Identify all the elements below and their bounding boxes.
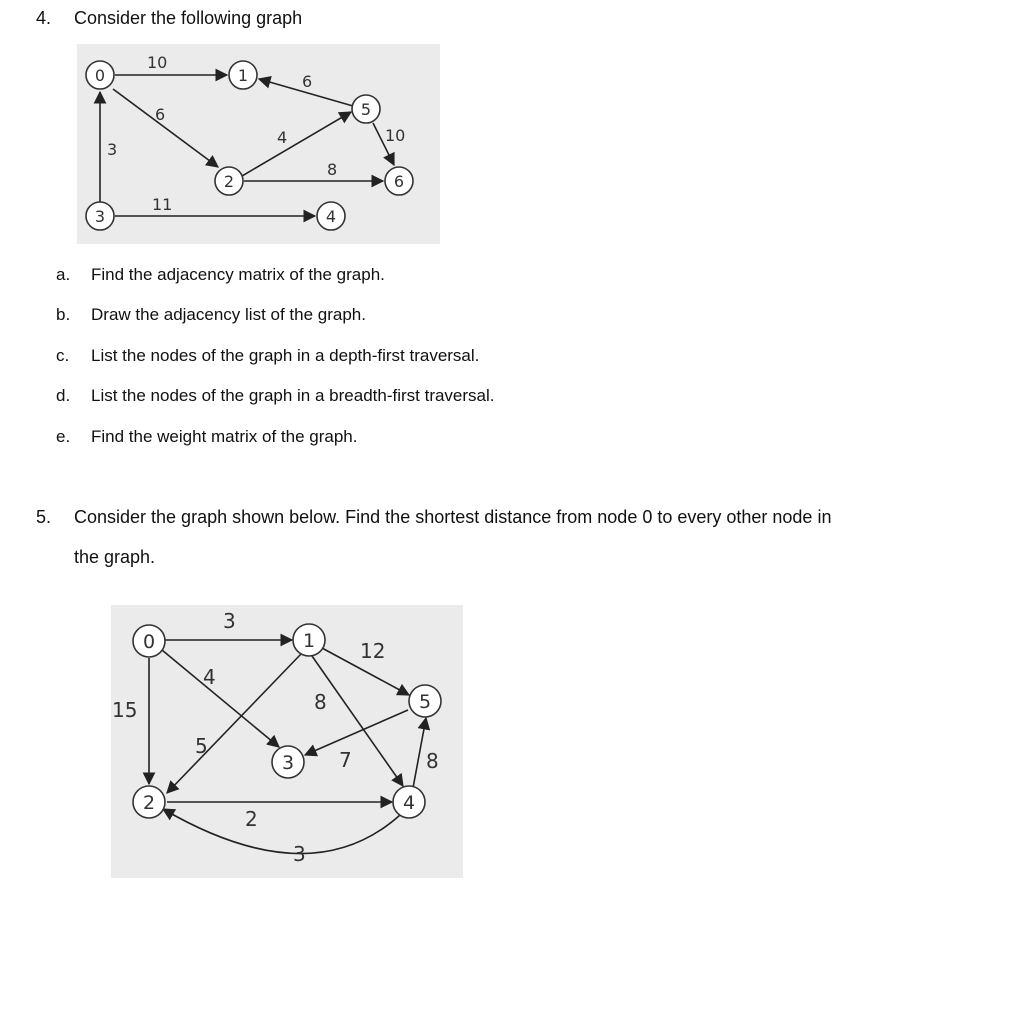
- edge-weight: 8: [426, 749, 439, 773]
- graph-node-4: [393, 786, 425, 818]
- svg-text:0: 0: [142, 631, 156, 653]
- edge-weight: 8: [314, 690, 327, 714]
- part-b-text: Draw the adjacency list of the graph.: [91, 305, 366, 324]
- graph-node-2: [215, 167, 243, 195]
- svg-text:5: 5: [360, 100, 372, 119]
- graph-q4: [77, 44, 440, 244]
- part-d-text: List the nodes of the graph in a breadth-first traversal.: [91, 386, 495, 405]
- svg-text:6: 6: [393, 172, 405, 191]
- graph-node-6: [385, 167, 413, 195]
- question-5-text-line2: the graph.: [74, 547, 156, 567]
- svg-text:3: 3: [94, 207, 106, 226]
- part-e-text: Find the weight matrix of the graph.: [91, 427, 358, 446]
- edge-1-4: [312, 656, 403, 786]
- edge-weight: 7: [339, 748, 352, 772]
- edge-weight: 3: [223, 609, 236, 633]
- edge-weight: 3: [293, 842, 306, 866]
- edge-weight: 10: [147, 53, 168, 72]
- edge-5-3: [305, 710, 408, 755]
- svg-text:5: 5: [418, 691, 432, 713]
- edge-0-3: [162, 650, 279, 747]
- graph-figure-q4: [77, 44, 440, 244]
- graph-q5: [111, 605, 463, 878]
- graph-figure-q5: [111, 605, 463, 878]
- part-d-label: d.: [56, 386, 71, 405]
- svg-text:4: 4: [402, 792, 416, 814]
- graph-node-1: [293, 624, 325, 656]
- edge-weight: 5: [195, 734, 208, 758]
- graph-node-5: [352, 95, 380, 123]
- edge-weight: 4: [203, 665, 216, 689]
- part-e-label: e.: [56, 427, 71, 446]
- part-b-label: b.: [56, 305, 71, 324]
- graph-node-3: [86, 202, 114, 230]
- svg-text:2: 2: [223, 172, 235, 191]
- edge-weight: 6: [155, 105, 166, 124]
- part-c-text: List the nodes of the graph in a depth-first traversal.: [91, 346, 480, 365]
- graph-node-0: [133, 625, 165, 657]
- edge-0-2: [113, 89, 218, 167]
- question-5-text-line1: Consider the graph shown below. Find the shortest distance from node 0 to every other node in: [74, 507, 832, 527]
- question-4-number: 4.: [36, 8, 52, 28]
- question-4-text: Consider the following graph: [74, 8, 303, 28]
- graph-node-0: [86, 61, 114, 89]
- svg-text:1: 1: [237, 66, 249, 85]
- svg-text:3: 3: [281, 752, 295, 774]
- edge-weight: 11: [152, 195, 173, 214]
- graph-node-3: [272, 746, 304, 778]
- svg-text:0: 0: [94, 66, 106, 85]
- edge-weight: 12: [360, 639, 386, 663]
- edge-weight: 6: [302, 72, 313, 91]
- graph-node-2: [133, 786, 165, 818]
- edge-weight: 10: [385, 126, 406, 145]
- edge-weight: 3: [107, 140, 118, 159]
- part-c-label: c.: [56, 346, 70, 365]
- svg-text:1: 1: [302, 630, 316, 652]
- edge-weight: 4: [277, 128, 288, 147]
- edge-4-5: [413, 718, 426, 788]
- edge-weight: 2: [245, 807, 258, 831]
- svg-text:4: 4: [325, 207, 337, 226]
- question-5-number: 5.: [36, 507, 52, 527]
- graph-node-5: [409, 685, 441, 717]
- edge-weight: 15: [112, 698, 138, 722]
- edge-4-2: [163, 809, 400, 854]
- part-a-text: Find the adjacency matrix of the graph.: [91, 265, 385, 284]
- edge-weight: 8: [327, 160, 338, 179]
- graph-node-1: [229, 61, 257, 89]
- svg-text:2: 2: [142, 792, 156, 814]
- part-a-label: a.: [56, 265, 71, 284]
- graph-node-4: [317, 202, 345, 230]
